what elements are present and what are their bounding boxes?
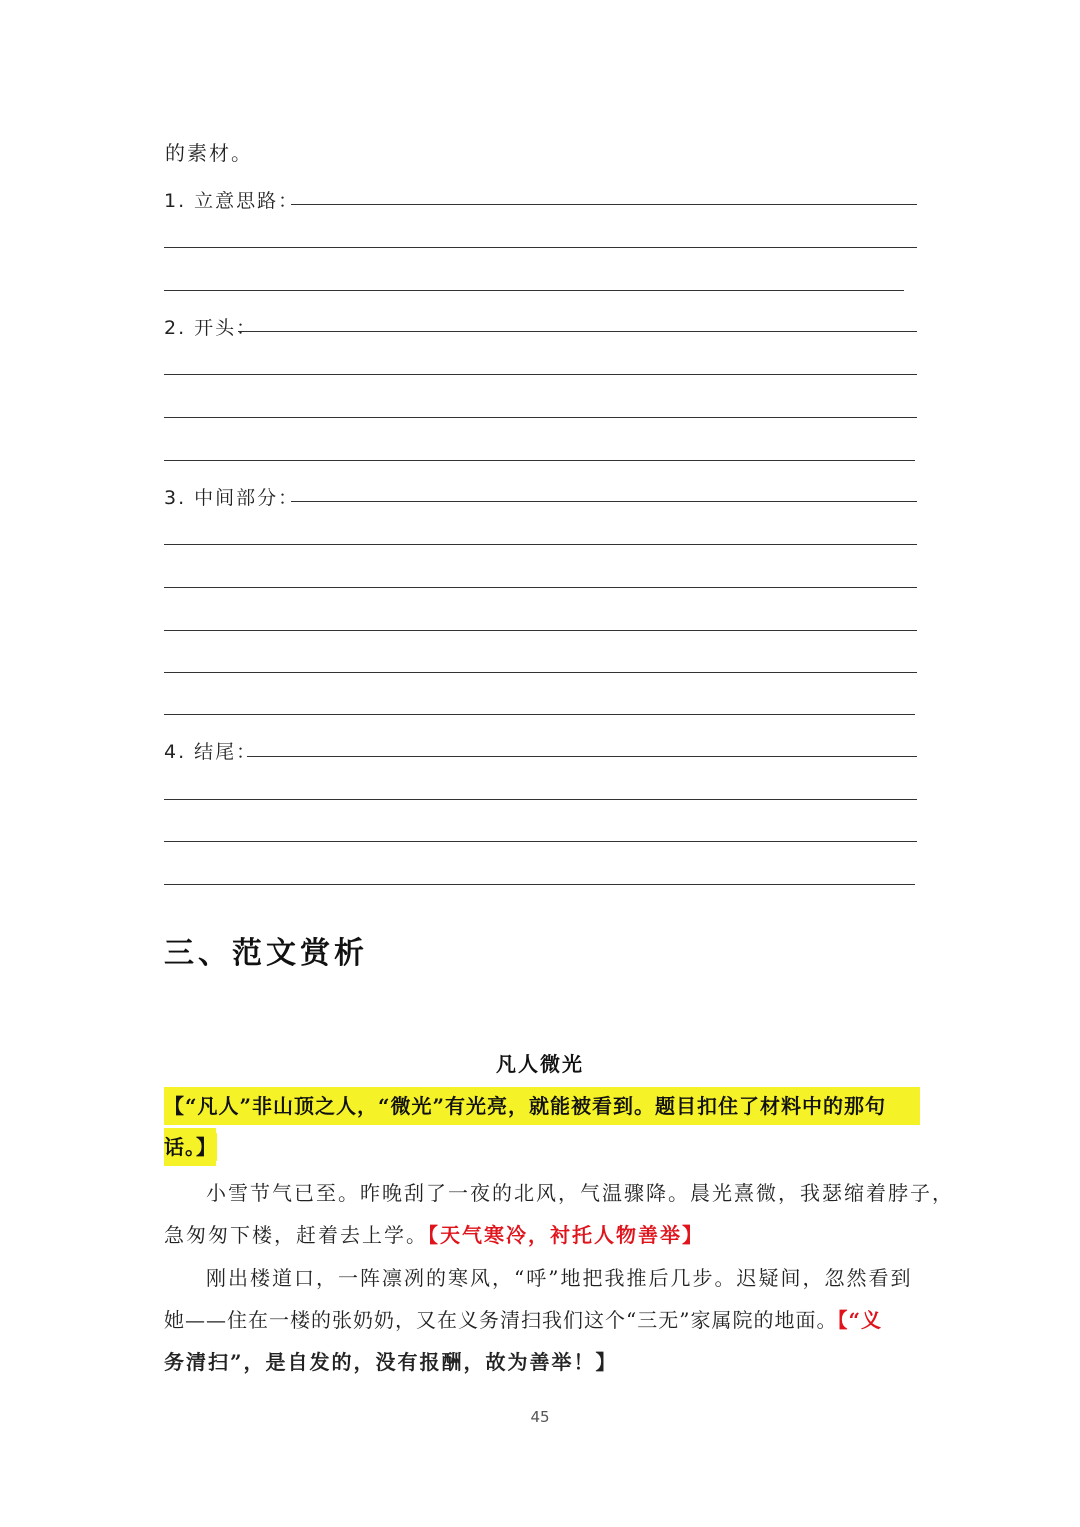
page-number: 45 [530,1408,550,1426]
answer-line[interactable] [164,841,917,842]
section-title: 三、范文赏析 [164,936,368,971]
answer-line[interactable] [164,672,917,673]
outline-label-opening: 2. 开头： [164,317,258,339]
answer-line[interactable] [164,799,917,800]
answer-line[interactable] [164,884,915,885]
answer-line[interactable] [164,460,915,461]
essay-paragraph-line [164,1299,882,1342]
essay-title: 凡人微光 [496,1052,584,1076]
essay-text: 她——住在一楼的张奶奶，又在义务清扫我们这个“三无”家属院的地面。 [164,1308,838,1332]
annotation-note: 务清扫”，是自发的，没有报酬，故为善举！】 [164,1350,618,1374]
answer-line[interactable] [164,544,917,545]
answer-line[interactable] [164,374,917,375]
answer-line[interactable] [164,247,917,248]
essay-paragraph-line: 小雪节气已至。昨晚刮了一夜的北风，气温骤降。晨光熹微，我瑟缩着脖子， [206,1181,954,1205]
answer-line[interactable] [164,290,904,291]
answer-line[interactable] [164,587,917,588]
answer-line[interactable] [291,204,917,205]
answer-line[interactable] [164,630,917,631]
essay-text: 急匆匆下楼，赶着去上学。 [164,1223,428,1247]
answer-line[interactable] [247,756,917,757]
outline-label-ending: 4. 结尾： [164,741,258,763]
essay-paragraph-line: 刚出楼道口，一阵凛冽的寒风，“呼”地把我推后几步。迟疑间，忽然看到 [206,1266,913,1290]
annotation-note: 【“义 [837,1308,882,1332]
intro-tail-text: 的素材。 [165,141,253,165]
highlight-note-line2: 话。】 [164,1135,217,1159]
annotation-note: 【天气寒冷，衬托人物善举】 [428,1223,704,1247]
answer-line[interactable] [164,714,915,715]
outline-label-body: 3. 中间部分： [164,487,300,509]
answer-line[interactable] [291,501,917,502]
answer-line[interactable] [238,331,917,332]
outline-label-theme: 1. 立意思路： [164,190,300,212]
answer-line[interactable] [164,417,917,418]
highlight-note-line1: 【“凡人”非山顶之人，“微光”有光亮，就能被看到。题目扣住了材料中的那句 [164,1094,887,1118]
essay-paragraph-line [164,1214,704,1257]
